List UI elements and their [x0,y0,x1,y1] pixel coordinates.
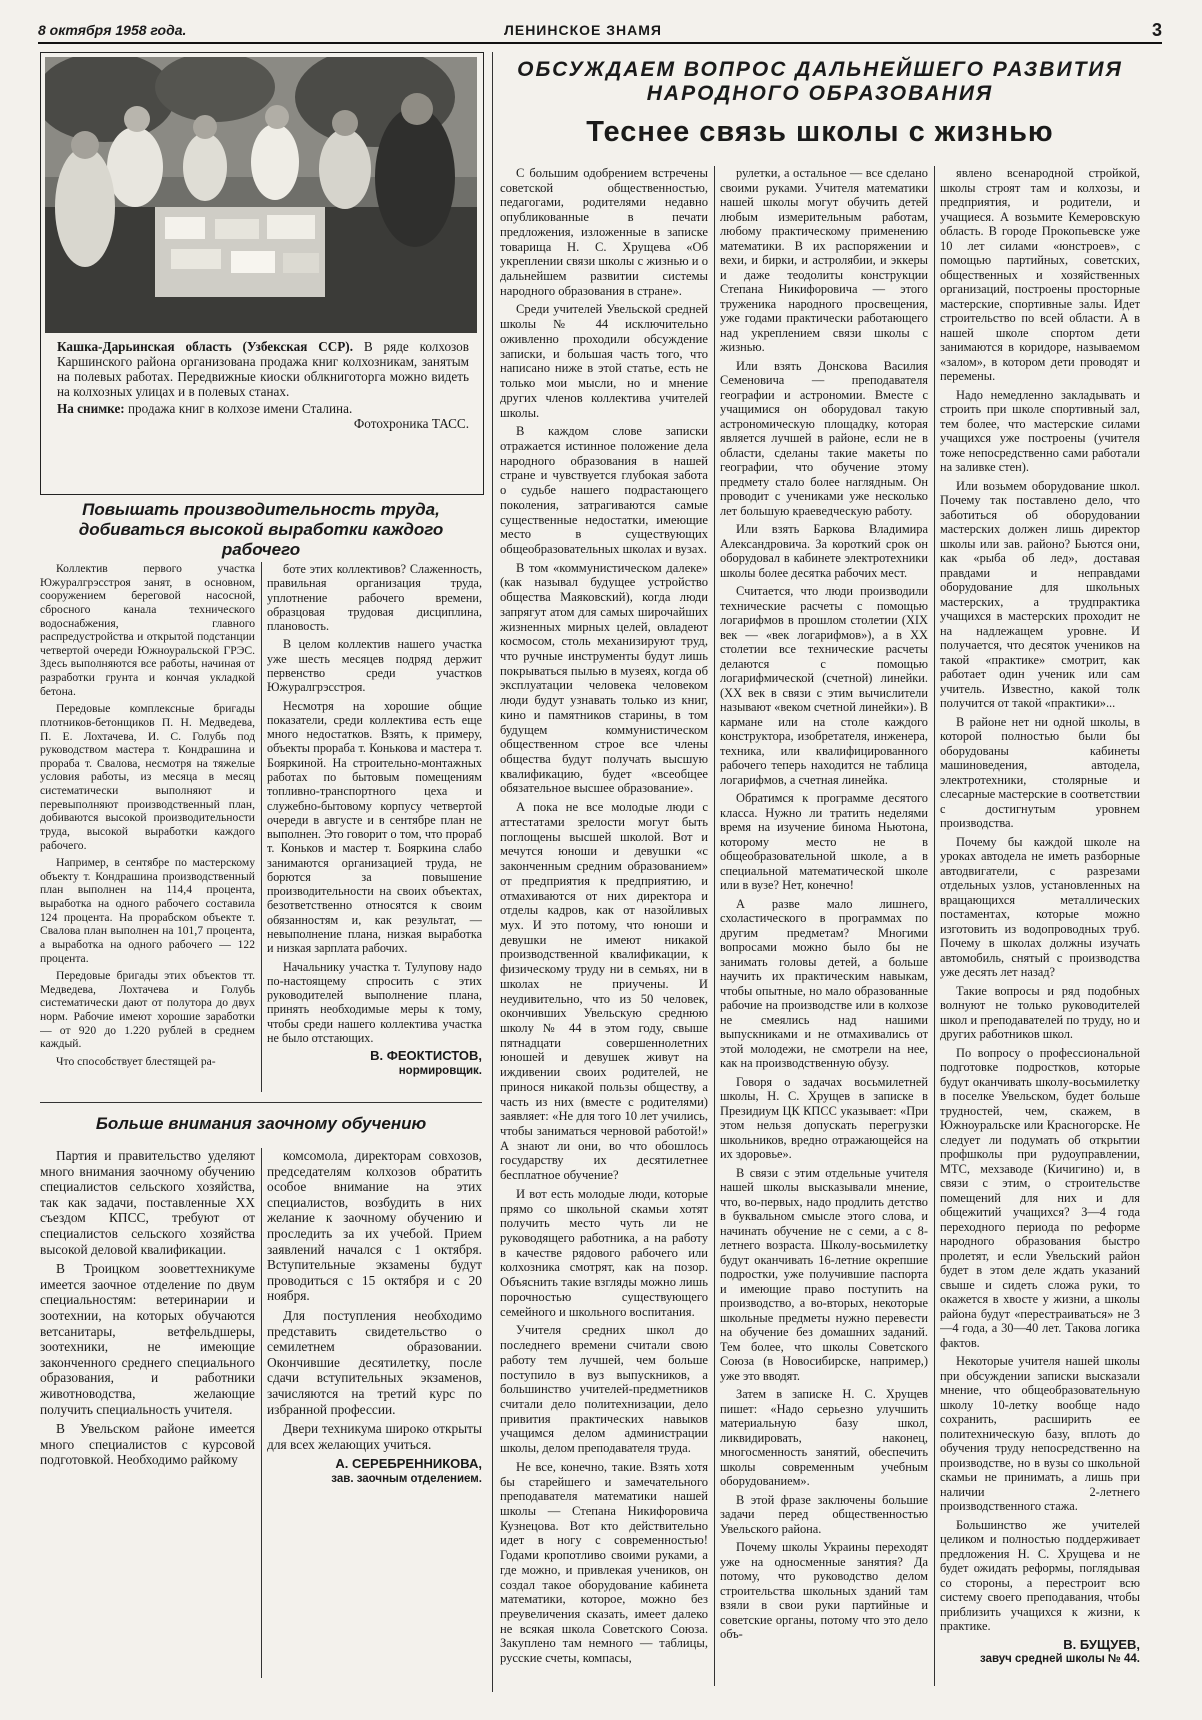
caption-subject-line [57,401,469,416]
column-divider [261,1148,262,1678]
article3-column-b [720,166,928,1686]
caption-label: На снимке: [57,401,125,416]
paragraph: В связи с этим отдельные учителя нашей школы высказывали мнение, что, во-первых, надо продлить детство в буквальном смысле этого слова, и начинать обучение не с семи, а с 8-летнего возраста. Школу-восьмилетку будут оканчивать 16-летние окрепшие подростки, уже получившие паспорта и имеющие право поступить на производство, а во-вторых, некоторые школьные предметы нужно перевести на обучение без домашних заданий. Тем более, что школы Советского Союза (в Новосибирске, например,) уже это вводят. [720,1165,928,1383]
paragraph: боте этих коллективов? Слаженность, правильная организация труда, уплотнение рабочего времени, образцовая трудовая дисциплина, плановость. [267,562,482,634]
article1-headline: Повышать производительность труда, добиваться высокой выработки каждого рабочего [78,500,444,559]
caption-subject: продажа книг в колхозе имени Сталина. [128,401,353,416]
article1-column-a [40,562,255,1092]
paragraph: В районе нет ни одной школы, в которой полностью были бы оборудованы кабинеты машиноведения, автодела, электротехники, столярные и слесарные мастерские в соответствии с достигнутым уровнем производства. [940,714,1140,830]
paragraph: Затем в записке Н. С. Хрущев пишет: «Надо серьезно улучшить материальную базу школ, ликвидировать, наконец, многосменность занятий, обеспечить школы современным учебным оборудованием». [720,1387,928,1488]
paragraph: В Троицком зооветтехникуме имеется заочное отделение по двум специальностям: ветеринарии и зоотехнии, на которых обучаются ветсанитары, ветфельдшеры, зоотехники, не имеющие законченного среднего специального образования, и работники животноводства, желающие получить специальность учителя. [40,1261,255,1417]
paragraph: рулетки, а остальное — все сделано своими руками. Учителя математики нашей школы могут обучить детей любым измерительным работам, любому практическому применению математики. В их распоряжении и вехи, и бирки, и астролябии, и эккеры и даже теодолиты конструкции Степана Никифоровича — этого труженика народного просвещения, уже годами практически работающего над укреплением связи школы с жизнью. [720,166,928,354]
paragraph: Такие вопросы и ряд подобных волнуют не только руководителей школ и преподавателей по труду, но и других работников школ. [940,983,1140,1041]
paragraph: И вот есть молодые люди, которые прямо со школьной скамьи хотят получить место чуть ли не руководящего работника, а на работу в качестве рядового рабочего или колхозника смотрят, как на позор. Объяснить такие взгляды можно лишь порочностью существующего семейного и школьного воспитания. [500,1186,708,1319]
caption-text: В ряде колхозов Каршинского района организована продажа книг колхозникам, занятым на полевых работах. Передвижные киоски облкниготорга можно видеть на колхозных улицах и в полевых станах. [57,339,469,399]
article3-column-c [940,166,1140,1686]
paragraph: В том «коммунистическом далеке» (как называл будущее устройство общества Маяковский), когда люди запрягут атом для самых широчайших жизненных мирных целей, овладеют космосом, столь механизируют труд, что ручные инструменты будут лишь покрываться пылью в музеях, когда об эксплуатации человека человеком люди будут узнавать только из книг, кино и памятников старины, в том будущем коммунистическом общественном строе все члены общества будут получать высшую квалификацию, будет «всеобщее обязательное высшее образование». [500,560,708,796]
paragraph: Считается, что люди производили технические расчеты с помощью логарифмов в прошлом столетии (XIX век — «век логарифмов»), а в XX столетии все технические расчеты делаются с помощью логарифмической (счетной) линейки. (XX век в связи с этим вычислители называют «веком счетной линейки»). В кармане или на столе каждого конструктора, изобретателя, инженера, техника, или квалифицированного рабочего теперь находится не таблица логарифмов, а счетная линейка. [720,584,928,787]
signature-name: В. ФЕОКТИСТОВ, [370,1048,482,1064]
paragraph: А разве мало лишнего, схоластического в программах по другим предметам? Многими вопросами можно было бы не занимать головы детей, а больше научить их практическим навыкам, чтобы опытные, но мало образованные рабочие на производстве или в колхозе не смеялись над нашими выпускниками и не отмахивались от этой молодежи, не смотрели на нее, как на производственную обузу. [720,896,928,1070]
book-sale-photo [45,57,477,333]
paragraph: Партия и правительство уделяют много внимания заочному обучению специалистов сельского хозяйства, так как задачи, поставленные XX съездом КПСС, требуют от специалистов сельского хозяйства высокой деловой квалификации. [40,1148,255,1257]
paragraph: По вопросу о профессиональной подготовке подростков, которые будут оканчивать школу-восьмилетку в поселке Увельском, будет больше трудностей, чем, скажем, в Южноуральске или Красногорске. Не следует ли подумать об открытии профшколы при рудоуправлении, МТС, мехзаводе (Кичигино) и, в связи с этим, о строительстве помещений для них и для общежитий учащихся? З—4 года переходного периода по реформе народного образования быстро пролетят, и если Увельский район будет в этом деле ждать указаний свыше и сидеть сложа руки, то окажется в хвосте у жизни, а школы района будут «перестраиваться» не 3—4 года, а 30—40 лет. Такова логика фактов. [940,1045,1140,1350]
paragraph: В целом коллектив нашего участка уже шесть месяцев подряд держит первенство среди участков Южуралгрэсстроя. [267,637,482,695]
signature-name: А. СЕРЕБРЕННИКОВА, [335,1456,482,1472]
paragraph: Для поступления необходимо представить свидетельство о семилетнем образовании. Окончившие десятилетку, после сдачи вступительных экзаменов, зачисляются на третий курс по избранной профессии. [267,1307,482,1417]
paragraph: Почему школы Украины переходят уже на односменные занятия? Да потому, что руководство делом строительства школьных зданий там взяли в свои руки партийные и советские органы, потому что это дело объ- [720,1540,928,1641]
masthead-date: 8 октября 1958 года. [38,22,187,38]
paragraph: Или взять Баркова Владимира Александровича. За короткий срок он оборудовал в кабинете электротехники школы более десятка рабочих мест. [720,522,928,580]
caption-place: Кашка-Дарьинская область (Узбекская ССР). [57,339,353,354]
article3-rubric: ОБСУЖДАЕМ ВОПРОС ДАЛЬНЕЙШЕГО РАЗВИТИЯ НАРОДНОГО ОБРАЗОВАНИЯ [517,58,1123,105]
article2-column-b [267,1148,482,1678]
paragraph: Не все, конечно, такие. Взять хотя бы старейшего и замечательного преподавателя математики нашей школы — Степана Никифоровича Кузнецова. Вот кто действительно идет в ногу с современностью! Годами кропотливо своими руками, а где можно, и привлекая учеников, он создал такое оборудование кабинета математики, которое, можно без преувеличения сказать, имеет далеко не всякая школа Советского Союза. Закуплено там немного — таблицы, русские счеты, компасы, [500,1459,708,1666]
section-divider [40,1102,482,1103]
paragraph: Что способствует блестящей ра- [56,1054,216,1068]
section-divider-vertical [492,52,493,1692]
paragraph: С большим одобрением встречены советской общественностью, педагогами, родителями недавно опубликованные в печати предложения, изложенные в записке товарища Н. С. Хрущева «Об укреплении связи школы с жизнью и о дальнейшем развитии системы народного образования в стране». [500,166,708,298]
masthead-title: ЛЕНИНСКОЕ ЗНАМЯ [504,22,662,38]
paragraph: Начальнику участка т. Тулупову надо по-настоящему спросить с этих руководителей выполнение плана, принять необходимые меры к тому, чтобы среди нашего коллектива участка не было отстающих. [267,959,482,1045]
paragraph: Передовые бригады этих объектов тт. Медведева, Лохтачева и Голубь систематически дают от полутора до двух норм. Рабочие имеют хорошие заработки — от 920 до 1.220 рублей в среднем каждый. [40,969,255,1051]
paragraph: В Увельском районе имеется много специалистов с курсовой подготовкой. Необходимо райкому [40,1421,255,1468]
column-divider [934,166,935,1686]
paragraph: Обратимся к программе десятого класса. Нужно ли тратить неделями время на изучение бинома Ньютона, которому место не в общеобразовательной школе, а в специальной математической школе или в вузе? Нет, конечно! [720,791,928,892]
paragraph: Почему бы каждой школе на уроках автодела не иметь разборные автодвигатели, с разрезами отдельных узлов, установленных на вращающихся металлических постаментах, которые можно изготовить из водопроводных труб. Почему в школах должны изучать автомобиль, снятый с производства уже десять лет назад? [940,834,1140,979]
article2-signature [267,1456,482,1487]
article2-column-a [40,1148,255,1678]
article3-headline: Теснее связь школы с жизнью [586,116,1054,148]
paragraph: В каждом слове записки отражается истинное положение дела народного образования в нашей стране и чувствуется глубокая забота о судьбе нашего подрастающего поколения, затрагиваются самые существенные недостатки, имеющие место в существующих общеобразовательных школах и вузах. [500,424,708,556]
article1-column-b [267,562,482,1092]
masthead [38,18,1162,42]
column-divider [261,562,262,1092]
paragraph: Двери техникума широко открыты для всех желающих учиться. [267,1421,482,1452]
signature-role: зав. заочным отделением. [331,1472,482,1485]
photo-caption [57,339,469,431]
paragraph: Передовые комплексные бригады плотников-бетонщиков П. Н. Медведева, П. Е. Лохтачева, И. С. Голубь под руководством мастера т. Кондрашина и прораба т. Свалова, несмотря на тяжелые условия работы, из месяца в месяц систематически выполняют и перевыполняют производственный план, добиваются высокой производительности труда, высокой выработки каждого рабочего. [40,702,255,852]
paragraph: В этой фразе заключены большие задачи перед общественностью Увельского района. [720,1492,928,1536]
paragraph: Учителя средних школ до последнего времени считали свою работу тем лучшей, чем больше поступило в вуз выпускников, а большинство учителей-предметников считали дело политехнизации, дело привития практических навыков учащимся делом администрации школы, делом преподавателя труда. [500,1323,708,1456]
photo-block [40,52,484,495]
paragraph: Или взять Донскова Василия Семеновича — преподавателя географии и астрономии. Вместе с учащимися он оборудовал такую астрономическую площадку, которая является лучшей в районе, если не в области, сделаны такие макеты по географии, что обучение этому предмету стало более наглядным. Он проводит с учениками уже несколько лет большую краеведческую работу. [720,358,928,518]
paragraph: А пока не все молодые люди с аттестатами зрелости могут быть поглощены высшей школой. Вот и мечутся юноши и девушки «с законченным средним образованием» от предприятия к предприятию, и отмахиваются от них директора и отделы кадров, как от назойливых мух. И это потому, что юноши и девушки не имеют никакой производственной квалификации, к физическому труду ни в семьях, ни в школах не приучены. И неудивительно, что из 50 человек, окончивших Увельскую среднюю школу № 44 в этом году, свыше пятнадцати совершеннолетних юношей и девушек живут на иждивении своих родителей, не принося никакой пользы обществу, а часть из них (вместе с родителями) заявляет: «Не для того 10 лет учились, чтобы заниматься черновой работой!» А знают ли они, во что обошлось государству их десятилетнее бесплатное обучение? [500,800,708,1183]
paragraph: Несмотря на хорошие общие показатели, среди коллектива есть еще много недостатков. Взять, к примеру, объекты прораба т. Конькова и мастера т. Бояркиной. На строительно-монтажных работах по бытовым помещениям топливно-транспортного цеха и служебно-бытовому корпусу четвертой очереди в августе и в сентябре план не выполнен. Это говорит о том, что прораб т. Коньков и мастер т. Бояркина слабо занимаются организацией труда, не борются за повышение производительности на своих объектах, безответственно относятся к своим обязанностям и, как результат, — невыполнение плана, низкая выработка и низкая зарплата рабочих. [267,698,482,956]
paragraph: Надо немедленно закладывать и строить при школе спортивный зал, тем более, что мастерские силами учащихся уже построены (учителя тоже непосредственно сами работали на заливке стен). [940,387,1140,474]
column-divider [714,166,715,1686]
page-number: 3 [1151,20,1162,40]
signature-role: завуч средней школы № 44. [980,1653,1140,1665]
paragraph: Например, в сентябре по мастерскому объекту т. Кондрашина производственный план выполнен на 114,4 процента, выработка на одного рабочего составила 124 процента. На прорабском объекте т. Свалова план выполнен на 101,7 процента, а выработка на одного рабочего — 122 процента. [40,856,255,965]
paragraph: явлено всенародной стройкой, школы строят там и колхозы, и предприятия, и родители, и учащиеся. А возьмите Кемеровскую область. В городе Прокопьевске уже 10 лет силами «юнстроев», с помощью партийных, советских, общественных и хозяйственных организаций, построены просторные мастерские, спортивные залы. Идет строительство по всей области. А в нашей школе спортом дети занимаются в коридоре, называемом «залом», в котором дети проводят и перемены. [940,166,1140,383]
paragraph: Среди учителей Увельской средней школы № 44 исключительно оживленно проходили обсуждение записки, и большая часть того, что написано ниже в этой статье, есть не только мои мысли, но и мнение других членов коллектива учителей школы. [500,302,708,420]
signature-role: нормировщик. [398,1064,482,1077]
article3-column-a [500,166,708,1686]
paragraph: Или возьмем оборудование школ. Почему так поставлено дело, что заботиться об оборудовании мастерских должен лишь директор школы или зав. районо? Бьются они, как «рыба об лед», доставая правдами и неправдами оборудование для школьных мастерских, а трудпрактика учащихся в мастерских проходит не на надлежащем уровне. И получается, что десяток учеников на такой «практике» смотрит, как работает один ученик или сам учитель. Известно, какой толк получится от такой «практики»... [940,478,1140,710]
paragraph: Некоторые учителя нашей школы при обсуждении записки высказали мнение, что общеобразовательную школу 10-летку вообще надо сохранить, расширить ее политехническую базу, вплоть до обучения труду непосредственно на производстве, но в вузы со школьной скамьи не принимать, а лишь при наличии 2-летнего производственного стажа. [940,1354,1140,1513]
photo-credit: Фотохроника ТАСС. [353,416,469,431]
signature-name: В. БУЩУЕВ, [1063,1636,1140,1652]
paragraph: комсомола, директорам совхозов, председателям колхозов обратить особое внимание на этих специалистов, возбудить в них желание к заочному обучению и проследить за их учебой. Прием заявлений начался с 1 октября. Вступительные экзамены будут проводиться с 15 октября и с 20 ноября. [267,1148,482,1304]
paragraph: Большинство же учителей целиком и полностью поддерживает предложения Н. С. Хрущева и не будет ожидать реформы, поглядывая со стороны, а перестроит всю систему своего преподавания, чтобы приблизить учащихся к жизни, к практике. [940,1517,1140,1633]
masthead-rule [38,42,1162,44]
article3-signature [940,1638,1140,1667]
paragraph: Говоря о задачах восьмилетней школы, Н. С. Хрущев в записке в Президиум ЦК КПСС указывает: «При этом нельзя допускать перегрузки школьников, вредно отражающейся на их здоровье». [720,1074,928,1161]
article1-signature [267,1049,482,1078]
article2-headline: Больше внимания заочному обучению [95,1114,427,1133]
paragraph: Коллектив первого участка Южуралгрэсстроя занят, в основном, сооружением береговой насосной, сбросного канала технического водоснабжения, главного распредустройства и открытой подстанции четвертой очереди Южноуральской ГРЭС. Здесь выполняются все работы, начиная от разработки грунта и кончая укладкой бетона. [40,562,255,698]
